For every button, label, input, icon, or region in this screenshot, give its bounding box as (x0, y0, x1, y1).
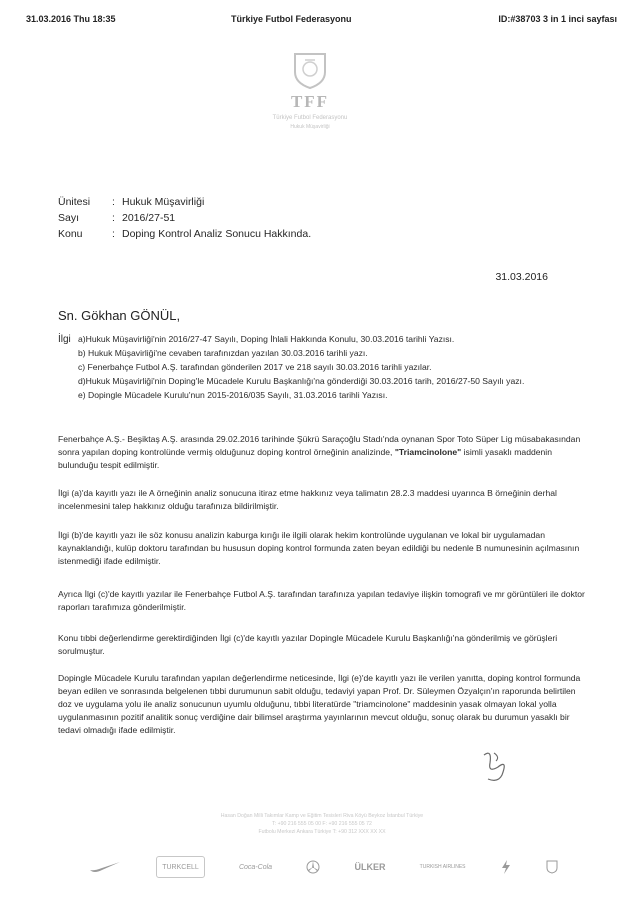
references-list (78, 333, 578, 403)
logo-line-2: Hukuk Müşavirliği (290, 124, 330, 130)
letter-meta (58, 194, 311, 242)
paragraph-text: Fenerbahçe A.Ş.- Beşiktaş A.Ş. arasında 29.02.2016 tarihinde Şükrü Saraçoğlu Stadı'nda oynanan Spor Toto Süper Lig müsabakasından sonra yapılan doping kontrolünde vermiş olduğunuz doping kontrol örneğinin analizinde, (58, 434, 581, 457)
reference-item: d)Hukuk Müşavirliği'nin Doping'le Mücadele Kurulu Başkanlığı'na gönderdiği 30.03.2016 tarih, 2016/27-50 Sayılı yazı. (78, 376, 525, 386)
footer-line: Futbolu Merkezi Ankara Türkiye T: +90 312 XXX XX XX (258, 829, 386, 835)
meta-separator: : (112, 196, 115, 208)
meta-unit-label: Ünitesi (58, 196, 91, 208)
body-paragraph-1 (58, 433, 586, 472)
sponsor-logo-tff (546, 858, 558, 876)
sponsor-logo-cocacola: Coca-Cola (238, 863, 273, 871)
body-paragraph-2: İlgi (a)'da kayıtlı yazı ile A örneğinin analiz sonucuna itiraz etme hakkınız veya talimatın 28.2.3 maddesi uyarınca B örneğinin derhal incelenmesini talep hakkınız olduğu tarafınıza bildirilmiştir. (58, 488, 557, 511)
body-paragraph-4: Ayrıca İlgi (c)'de kayıtlı yazılar ile Fenerbahçe Futbol A.Ş. tarafından tarafınıza yapılan tedaviye ilişkin tomografi ve mr görüntüleri ile doktor raporları tarafımıza gönderilmiştir. (58, 589, 585, 612)
meta-number-row (58, 210, 311, 226)
sponsor-logos (88, 856, 558, 878)
footer-address (62, 812, 582, 836)
nike-swoosh-icon (88, 860, 122, 874)
reference-item: a)Hukuk Müşavirliği'nin 2016/27-47 Sayılı, Doping İhlali Hakkında Konulu, 30.03.2016 tarihli Yazısı. (78, 334, 455, 344)
fax-datetime: 31.03.2016 Thu 18:35 (26, 14, 116, 24)
body-paragraph-3: İlgi (b)'de kayıtlı yazı ile söz konusu analizin kaburga kırığı ile ilgili olarak hekim kontrolünde uygulanan ve lokal bir uygulamadan kaynaklandığı, kulüp doktoru tarafından bu hususun doping kontrol formunda zaten beyan edildiği bu nedenle B numunesinin açılmasının istenmediği ifade edilmiştir. (58, 530, 580, 566)
paragraph-bold-substance: "Triamcinolone" (394, 447, 462, 457)
gatorade-bolt-icon (500, 860, 512, 874)
fax-organization: Türkiye Futbol Federasyonu (231, 14, 352, 24)
sponsor-logo-gatorade (500, 858, 512, 876)
tff-crest-icon (291, 50, 329, 90)
meta-unit-value: Hukuk Müşavirliği (122, 196, 205, 208)
body-paragraph-5: Konu tıbbi değerlendirme gerektirdiğinden İlgi (c)'de kayıtlı yazılar Dopingle Mücadele Kurulu Başkanlığı'na gönderilmiş ve görüşleri sorulmuştur. (58, 633, 558, 656)
meta-unit-row (58, 194, 311, 210)
tff-logo (265, 50, 355, 150)
signature-mark (478, 745, 518, 785)
sponsor-logo-turkish-airlines: TURKISH AIRLINES (419, 864, 466, 870)
meta-subject-label: Konu (58, 228, 83, 240)
fax-id-page: ID:#38703 3 in 1 inci sayfası (498, 14, 617, 24)
reference-item: c) Fenerbahçe Futbol A.Ş. tarafından gönderilen 2017 ve 218 sayılı 30.03.2016 tarihli yazılar. (78, 362, 432, 372)
letter-date: 31.03.2016 (495, 271, 548, 283)
reference-item: e) Dopingle Mücadele Kurulu'nun 2015-2016/035 Sayılı, 31.03.2016 tarihli Yazısı. (78, 390, 388, 400)
fax-header (26, 14, 617, 28)
meta-separator: : (112, 228, 115, 240)
meta-number-value: 2016/27-51 (122, 212, 176, 224)
sponsor-logo-nike (88, 858, 122, 876)
meta-separator: : (112, 212, 115, 224)
logo-line-1: Türkiye Futbol Federasyonu (272, 115, 348, 121)
mercedes-star-icon (306, 860, 320, 874)
sponsor-logo-turkcell: TURKCELL (156, 856, 205, 878)
logo-brand: TFF (290, 92, 330, 111)
meta-subject-value: Doping Kontrol Analiz Sonucu Hakkında. (122, 228, 312, 240)
footer-line: T: +90 216 555 05 00 F: +90 216 555 05 72 (272, 821, 372, 827)
salutation: Sn. Gökhan GÖNÜL, (58, 308, 181, 323)
sponsor-logo-ulker: ÜLKER (354, 862, 386, 872)
footer-line: Hasan Doğan Milli Takımlar Kamp ve Eğitim Tesisleri Riva Köyü Beykoz İstanbul Türkiye (220, 813, 424, 819)
body-paragraph-6: Dopingle Mücadele Kurulu tarafından yapılan değerlendirme neticesinde, İlgi (e)'de kayıtlı yazı ile verilen yanıtta, doping kontrol formunda beyan edilen ve sonrasında belgelenen tıbbi durumunun sabit olduğu, tedaviyi yapan Prof. Dr. Süleymen Özyalçın'ın raporunda belirtilen doz ve uygulama yolu ile analiz sonucunun uyumlu olduğunu, tıbbi literatürde "triamcinolone" maddesinin yasak olmayan lokal yolla uygulanmasının pozitif analitik sonuç verdiğine dair bilimsel araştırma yayınlarının mevcut olduğu, sonuç olarak bu durumun yasaklı bir tedavi olmadığı ifade edilmiştir. (58, 673, 581, 735)
references (58, 333, 578, 403)
reference-item: b) Hukuk Müşavirliği'ne cevaben tarafınızdan yazılan 30.03.2016 tarihli yazı. (78, 348, 368, 358)
sponsor-logo-mercedes (306, 858, 320, 876)
references-label: İlgi (58, 334, 71, 345)
tff-mini-crest-icon (546, 860, 558, 874)
meta-subject-row (58, 226, 311, 242)
paragraph-text: isimli yasaklı maddenin bulunduğu tespit edilmiştir. (58, 447, 552, 470)
meta-number-label: Sayı (58, 212, 80, 224)
